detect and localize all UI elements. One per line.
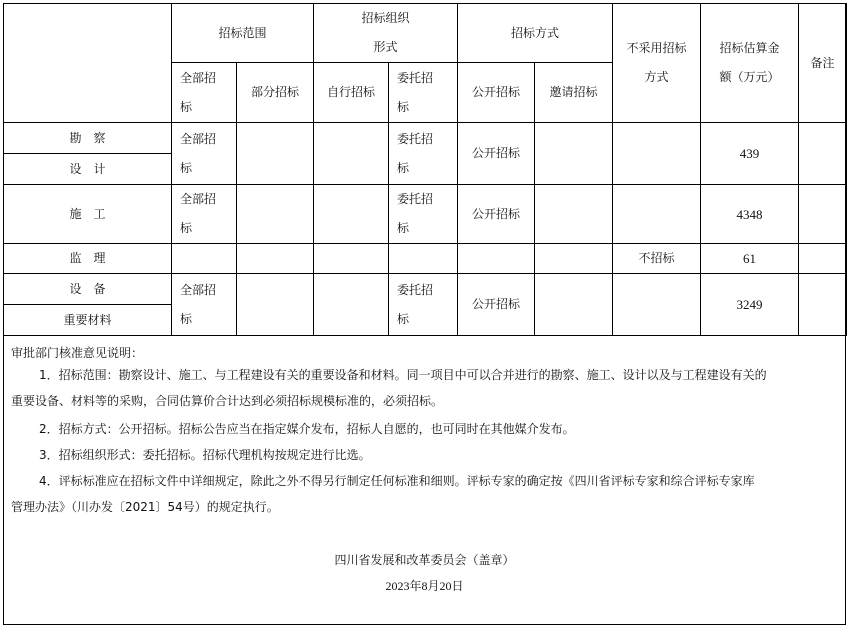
header-no-bid-line2: 方式 (644, 70, 669, 84)
table-row (4, 244, 847, 274)
header-amount-line1: 招标估算金 (719, 41, 780, 55)
header-org-form-line2: 形式 (373, 40, 398, 54)
table-row (4, 123, 847, 154)
row-entrust (389, 185, 458, 244)
row-self (314, 123, 389, 185)
header-invite-bid: 邀请招标 (535, 63, 613, 123)
row-remark (799, 185, 847, 244)
row-invite (535, 244, 613, 274)
row-entrust-line1: 委托招 (397, 131, 434, 146)
row-self (314, 244, 389, 274)
header-amount (701, 4, 799, 123)
header-no-bid (613, 4, 701, 123)
row-scope-line1: 全部招 (180, 192, 217, 206)
row-amount: 439 (701, 123, 799, 185)
notes-heading: 审批部门核准意见说明： (11, 346, 144, 360)
bidding-table (3, 3, 847, 336)
note-item-2: 2．招标方式：公开招标。招标公告应当在指定媒介发布，招标人自愿的，也可同时在其他媒介发布。 (39, 422, 575, 436)
row-method: 公开招标 (458, 274, 535, 336)
row-partial (237, 185, 314, 244)
row-invite (535, 185, 613, 244)
row-entrust-line1: 委托招 (397, 192, 434, 206)
note-item-1-line2: 重要设备、材料等的采购，合同估算价合计达到必须招标规模标准的，必须招标。 (11, 394, 444, 408)
row-entrust-line2: 标 (397, 221, 410, 235)
header-all-bid-line2: 标 (180, 99, 193, 114)
row-name-top: 勘 察 (4, 123, 172, 154)
row-no-bid: 不招标 (613, 244, 701, 274)
table-row (4, 185, 847, 244)
row-method: 公开招标 (458, 123, 535, 185)
row-invite (535, 274, 613, 336)
header-org-form-line1: 招标组织 (361, 11, 410, 25)
header-no-bid-line1: 不采用招标 (626, 41, 687, 55)
signature-date: 2023年8月20日 (385, 579, 464, 593)
row-scope-line1: 全部招 (180, 282, 217, 297)
header-remark: 备注 (799, 4, 847, 123)
note-item-4-line2: 管理办法》（川办发〔2021〕54号）的规定执行。 (11, 500, 279, 514)
note-item-1-line1: 1．招标范围：勘察设计、施工、与工程建设有关的重要设备和材料。同一项目中可以合并进行的勘察、施工、设计以及与工程建设有关的 (39, 368, 767, 382)
header-scope: 招标范围 (172, 4, 314, 63)
header-entrust-bid-line1: 委托招 (397, 70, 434, 85)
header-amount-line2: 额（万元） (719, 70, 780, 84)
row-entrust-line2: 标 (397, 160, 410, 175)
row-scope-line2: 标 (180, 221, 193, 235)
row-entrust (389, 123, 458, 185)
row-scope (172, 244, 237, 274)
signature: 四川省发展和改革委员会（盖章） (334, 553, 515, 567)
row-self (314, 185, 389, 244)
row-name: 监 理 (4, 244, 172, 274)
row-invite (535, 123, 613, 185)
row-amount: 4348 (701, 185, 799, 244)
row-scope-line2: 标 (180, 160, 193, 175)
row-entrust (389, 244, 458, 274)
header-self-bid: 自行招标 (314, 63, 389, 123)
row-name-top: 设 备 (4, 274, 172, 305)
row-scope (172, 123, 237, 185)
row-partial (237, 274, 314, 336)
row-amount: 3249 (701, 274, 799, 336)
row-name-bottom: 重要材料 (4, 305, 172, 336)
row-remark (799, 244, 847, 274)
note-item-4-line1: 4．评标标准应在招标文件中详细规定，除此之外不得另行制定任何标准和细则。评标专家的确定按《四川省评标专家和综合评标专家库 (39, 474, 755, 488)
header-open-bid: 公开招标 (458, 63, 535, 123)
row-no-bid (613, 274, 701, 336)
row-name: 施 工 (4, 185, 172, 244)
header-all-bid-line1: 全部招 (180, 70, 217, 85)
header-method: 招标方式 (458, 4, 613, 63)
row-partial (237, 123, 314, 185)
row-method (458, 244, 535, 274)
row-scope (172, 185, 237, 244)
row-no-bid (613, 123, 701, 185)
row-method: 公开招标 (458, 185, 535, 244)
blank-corner-cell (4, 4, 172, 123)
table-row (4, 274, 847, 305)
row-entrust (389, 274, 458, 336)
row-scope-line2: 标 (180, 311, 193, 326)
row-name-bottom: 设 计 (4, 154, 172, 185)
header-entrust-bid-line2: 标 (397, 99, 410, 114)
row-entrust-line2: 标 (397, 311, 410, 326)
header-all-bid (172, 63, 237, 123)
row-no-bid (613, 185, 701, 244)
row-self (314, 274, 389, 336)
note-item-3: 3．招标组织形式：委托招标。招标代理机构按规定进行比选。 (39, 448, 371, 462)
row-partial (237, 244, 314, 274)
row-scope-line1: 全部招 (180, 131, 217, 146)
row-remark (799, 274, 847, 336)
header-org-form (314, 4, 458, 63)
row-remark (799, 123, 847, 185)
row-entrust-line1: 委托招 (397, 282, 434, 297)
row-scope (172, 274, 237, 336)
approval-notes (3, 336, 846, 625)
header-entrust-bid (389, 63, 458, 123)
row-amount: 61 (701, 244, 799, 274)
header-partial-bid: 部分招标 (237, 63, 314, 123)
